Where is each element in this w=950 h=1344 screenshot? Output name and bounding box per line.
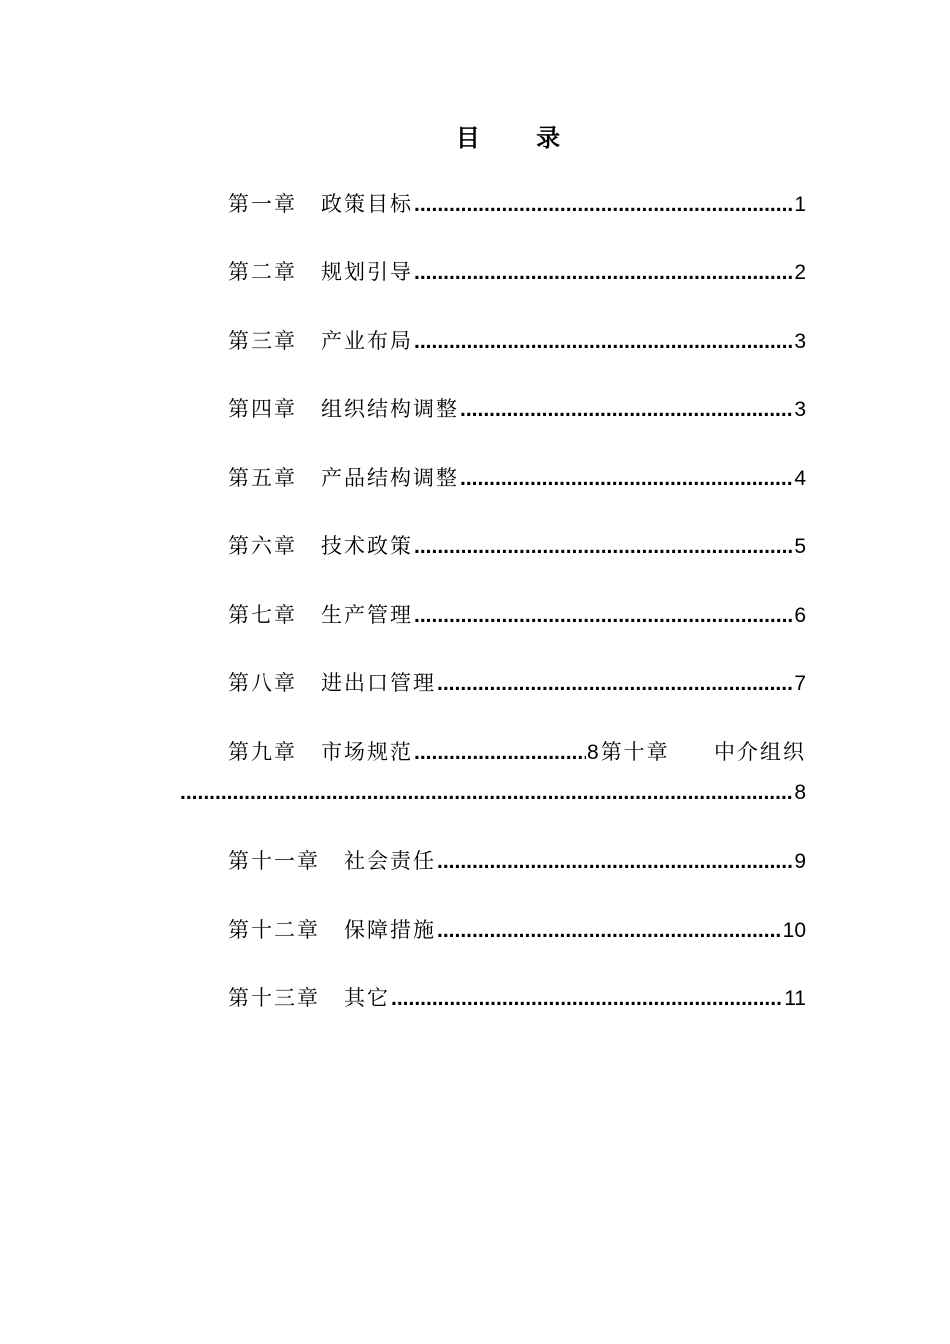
toc-entry-10-continuation[interactable] [180, 775, 806, 811]
dot-leader [414, 187, 793, 223]
toc-topic-label: 规划引导 [321, 260, 413, 284]
toc-topic-label: 中介组织 [714, 740, 806, 764]
toc-topic-label: 市场规范 [321, 740, 413, 764]
dot-leader [437, 913, 782, 949]
toc-topic-label: 进出口管理 [321, 671, 436, 695]
toc-chapter-label: 第十二章 [228, 918, 320, 942]
toc-chapter-label: 第二章 [228, 260, 297, 284]
dot-leader [391, 981, 783, 1017]
toc-page-number: 9 [794, 850, 806, 873]
toc-chapter-label: 第六章 [228, 534, 297, 558]
toc-page-number: 3 [794, 398, 806, 421]
toc-topic-label: 产业布局 [321, 329, 413, 353]
toc-entry-1[interactable] [228, 186, 806, 222]
toc-entry-5[interactable] [228, 460, 806, 496]
toc-page-number: 10 [782, 919, 806, 942]
toc-page-number: 3 [794, 330, 806, 353]
toc-page-number: 4 [794, 467, 806, 490]
toc-entry-11[interactable] [228, 843, 806, 879]
toc-topic-label: 产品结构调整 [321, 466, 459, 490]
toc-chapter-label: 第九章 [228, 740, 297, 764]
toc-entry-8[interactable] [228, 665, 806, 701]
toc-page-number: 7 [794, 672, 806, 695]
toc-chapter-label: 第八章 [228, 671, 297, 695]
toc-chapter-label: 第五章 [228, 466, 297, 490]
toc-topic-label: 生产管理 [321, 603, 413, 627]
dot-leader [414, 324, 793, 360]
toc-topic-label: 其它 [344, 986, 390, 1010]
toc-page-number: 5 [794, 535, 806, 558]
toc-entry-13[interactable] [228, 980, 806, 1016]
toc-topic-label: 社会责任 [344, 849, 436, 873]
dot-leader [414, 735, 586, 771]
toc-page-number: 8 [587, 741, 599, 764]
toc-chapter-label: 第一章 [228, 192, 297, 216]
toc-title: 目 录 [455, 124, 585, 152]
toc-chapter-label: 第四章 [228, 397, 297, 421]
toc-entry-12[interactable] [228, 912, 806, 948]
dot-leader [414, 255, 793, 291]
dot-leader [437, 844, 793, 880]
toc-page-number: 6 [794, 604, 806, 627]
toc-topic-label: 技术政策 [321, 534, 413, 558]
dot-leader [180, 775, 793, 811]
toc-chapter-label: 第七章 [228, 603, 297, 627]
toc-entry-9[interactable] [228, 734, 806, 770]
toc-topic-label: 保障措施 [344, 918, 436, 942]
toc-entry-4[interactable] [228, 391, 806, 427]
toc-chapter-label: 第十一章 [228, 849, 320, 873]
dot-leader [460, 392, 793, 428]
toc-chapter-label: 第十三章 [228, 986, 320, 1010]
dot-leader [414, 598, 793, 634]
toc-page-number: 11 [784, 987, 806, 1010]
toc-entry-3[interactable] [228, 323, 806, 359]
toc-entry-6[interactable] [228, 528, 806, 564]
dot-leader [414, 529, 793, 565]
toc-chapter-label: 第十章 [600, 740, 670, 764]
toc-page-number: 8 [794, 781, 806, 804]
dot-leader [460, 461, 793, 497]
toc-topic-label: 政策目标 [321, 192, 413, 216]
toc-entry-7[interactable] [228, 597, 806, 633]
toc-page-number: 1 [794, 193, 806, 216]
toc-page-number: 2 [794, 261, 806, 284]
dot-leader [437, 666, 793, 702]
toc-chapter-label: 第三章 [228, 329, 297, 353]
toc-topic-label: 组织结构调整 [321, 397, 459, 421]
toc-entry-2[interactable] [228, 254, 806, 290]
